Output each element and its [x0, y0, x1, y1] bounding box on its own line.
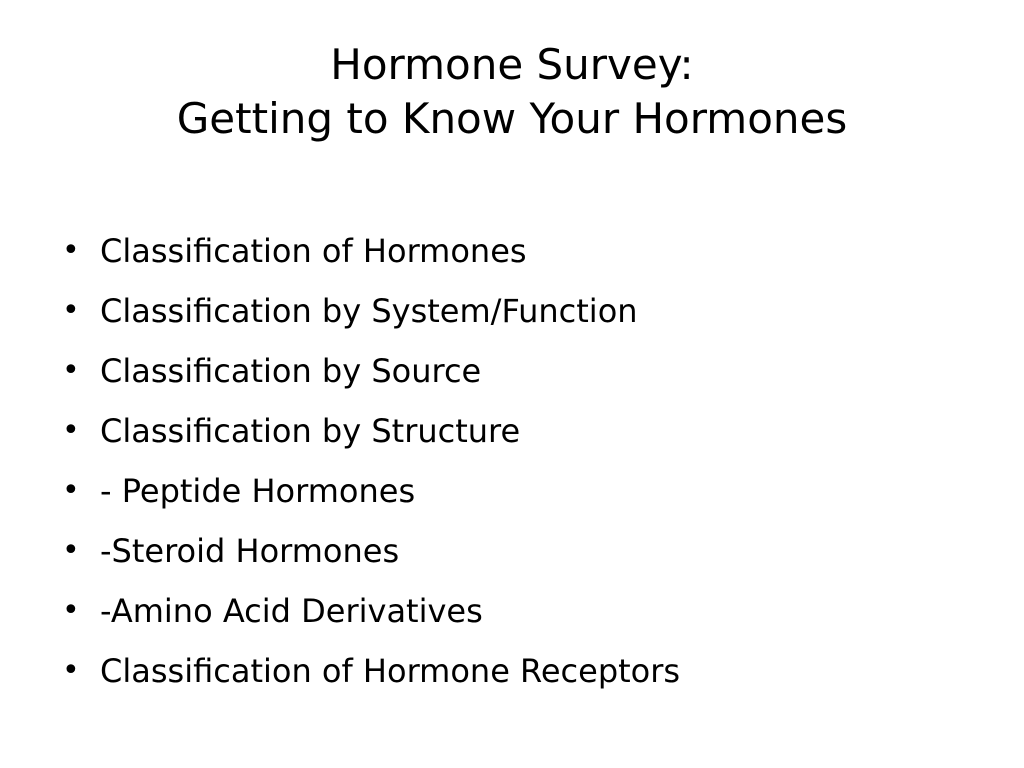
title-line-1: Hormone Survey: [330, 40, 694, 89]
bullet-list [62, 224, 680, 704]
bullet-text: -Steroid Hormones [100, 532, 400, 570]
bullet-item [62, 464, 680, 524]
bullet-item [62, 224, 680, 284]
bullet-text: Classification by Source [100, 352, 482, 390]
bullet-item [62, 644, 680, 704]
bullet-icon: • [62, 413, 80, 448]
bullet-icon: • [62, 653, 80, 688]
bullet-item [62, 404, 680, 464]
bullet-icon: • [62, 293, 80, 328]
title-line-2: Getting to Know Your Hormones [176, 94, 848, 143]
bullet-icon: • [62, 593, 80, 628]
bullet-text: Classification by Structure [100, 412, 521, 450]
bullet-text: - Peptide Hormones [100, 472, 416, 510]
bullet-icon: • [62, 353, 80, 388]
bullet-text: Classification of Hormone Receptors [100, 652, 681, 690]
bullet-item [62, 524, 680, 584]
bullet-text: Classification of Hormones [100, 232, 527, 270]
bullet-text: -Amino Acid Derivatives [100, 592, 483, 630]
bullet-item [62, 284, 680, 344]
bullet-icon: • [62, 533, 80, 568]
slide-title [0, 38, 1024, 146]
bullet-icon: • [62, 473, 80, 508]
bullet-icon: • [62, 233, 80, 268]
bullet-item [62, 584, 680, 644]
bullet-item [62, 344, 680, 404]
bullet-text: Classification by System/Function [100, 292, 638, 330]
